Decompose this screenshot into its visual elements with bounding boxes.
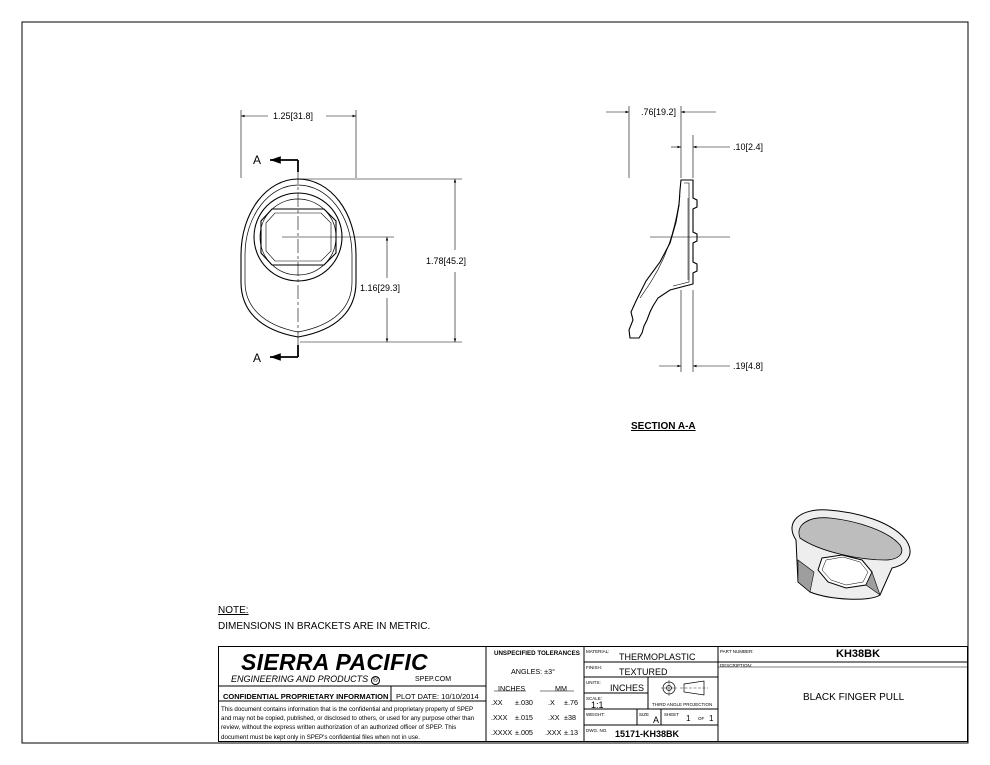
tolerance-mm-header: MM [555,684,567,693]
tolerance-row-3-in-fmt: .XXXX [491,728,513,737]
section-view [606,106,730,372]
scale-label: SCALE: [586,696,603,701]
projection-label: THIRD ANGLE PROJECTION [652,702,713,707]
tolerance-row-2-mm-tol: ±38 [564,713,576,722]
tolerance-row-1-mm-tol: ±.76 [564,698,578,707]
description-value: BLACK FINGER PULL [803,692,905,703]
sheet-total: 1 [709,714,714,723]
units-value: INCHES [610,683,645,693]
tolerance-row-2-in-fmt: .XXX [491,713,508,722]
size-label: SIZE [639,712,650,717]
sheet-label: SHEET [664,712,680,717]
tolerance-angles: ANGLES: ±3° [511,667,555,676]
section-label: SECTION A-A [631,421,696,432]
tolerance-row-1-in-tol: ±.030 [515,698,533,707]
material-value: THERMOPLASTIC [619,652,696,662]
center-dimension: 1.16[29.3] [360,283,401,293]
weight-label: WEIGHT: [586,712,605,717]
tolerance-row-3-mm-tol: ±.13 [564,728,578,737]
dwg-no-value: 15171-KH38BK [615,729,680,739]
tolerance-inches-header: INCHES [498,684,526,693]
section-marker-a-top: A [253,153,262,167]
tolerance-row-2-in-tol: ±.015 [515,713,533,722]
of-label: OF [698,716,705,721]
part-number-value: KH38BK [836,648,881,660]
tolerance-row-2-mm-fmt: .XX [548,713,560,722]
sheet-value: 1 [686,714,691,723]
base-dimension: .19[4.8] [733,361,764,371]
note-body: DIMENSIONS IN BRACKETS ARE IN METRIC. [218,621,431,632]
section-marker-a-bottom: A [253,351,262,365]
tolerance-row-1-mm-fmt: .X [548,698,555,707]
depth-dimension: .76[19.2] [641,107,677,117]
registered-mark: ® [372,677,378,684]
scale-value: 1:1 [591,700,604,710]
tolerances-title: UNSPECIFIED TOLERANCES [494,650,580,657]
units-label: UNITS: [586,680,601,685]
height-dimension: 1.78[45.2] [426,256,467,266]
isometric-view [792,510,910,599]
note-title: NOTE: [218,605,249,616]
size-value: A [653,715,660,725]
material-label: MATERIAL: [586,649,610,654]
part-number-label: PART NUMBER: [720,649,754,654]
dwg-no-label: DWG. NO. [586,728,608,733]
front-view [241,110,462,357]
finish-label: FINISH: [586,665,603,670]
company-subtitle: ENGINEERING AND PRODUCTS ® [231,674,378,684]
tolerance-row-1-in-fmt: .XX [491,698,503,707]
company-name: SIERRA PACIFIC [241,649,428,675]
description-label: DESCRIPTION: [720,663,753,668]
third-angle-projection-icon [661,680,708,696]
tolerance-row-3-mm-fmt: .XXX [545,728,562,737]
website[interactable]: SPEP.COM [415,676,452,683]
confidential-heading: CONFIDENTIAL PROPRIETARY INFORMATION [223,692,389,701]
finish-value: TEXTURED [619,667,668,677]
lip-dimension: .10[2.4] [733,142,764,152]
tolerance-row-3-in-tol: ±.005 [515,728,533,737]
title-block [218,646,968,742]
disclaimer-text: This document contains information that is the confidential and proprietary property of SPEP and may not be copied, published, or disclosed to others, or used for any purpose other than review, without the express written authorization of an authorized officer of SPEP. This document must be kept only in SPEP's confidential files when not in use. [221,706,475,741]
plot-date: PLOT DATE: 10/10/2014 [396,692,479,701]
width-dimension: 1.25[31.8] [273,111,314,121]
